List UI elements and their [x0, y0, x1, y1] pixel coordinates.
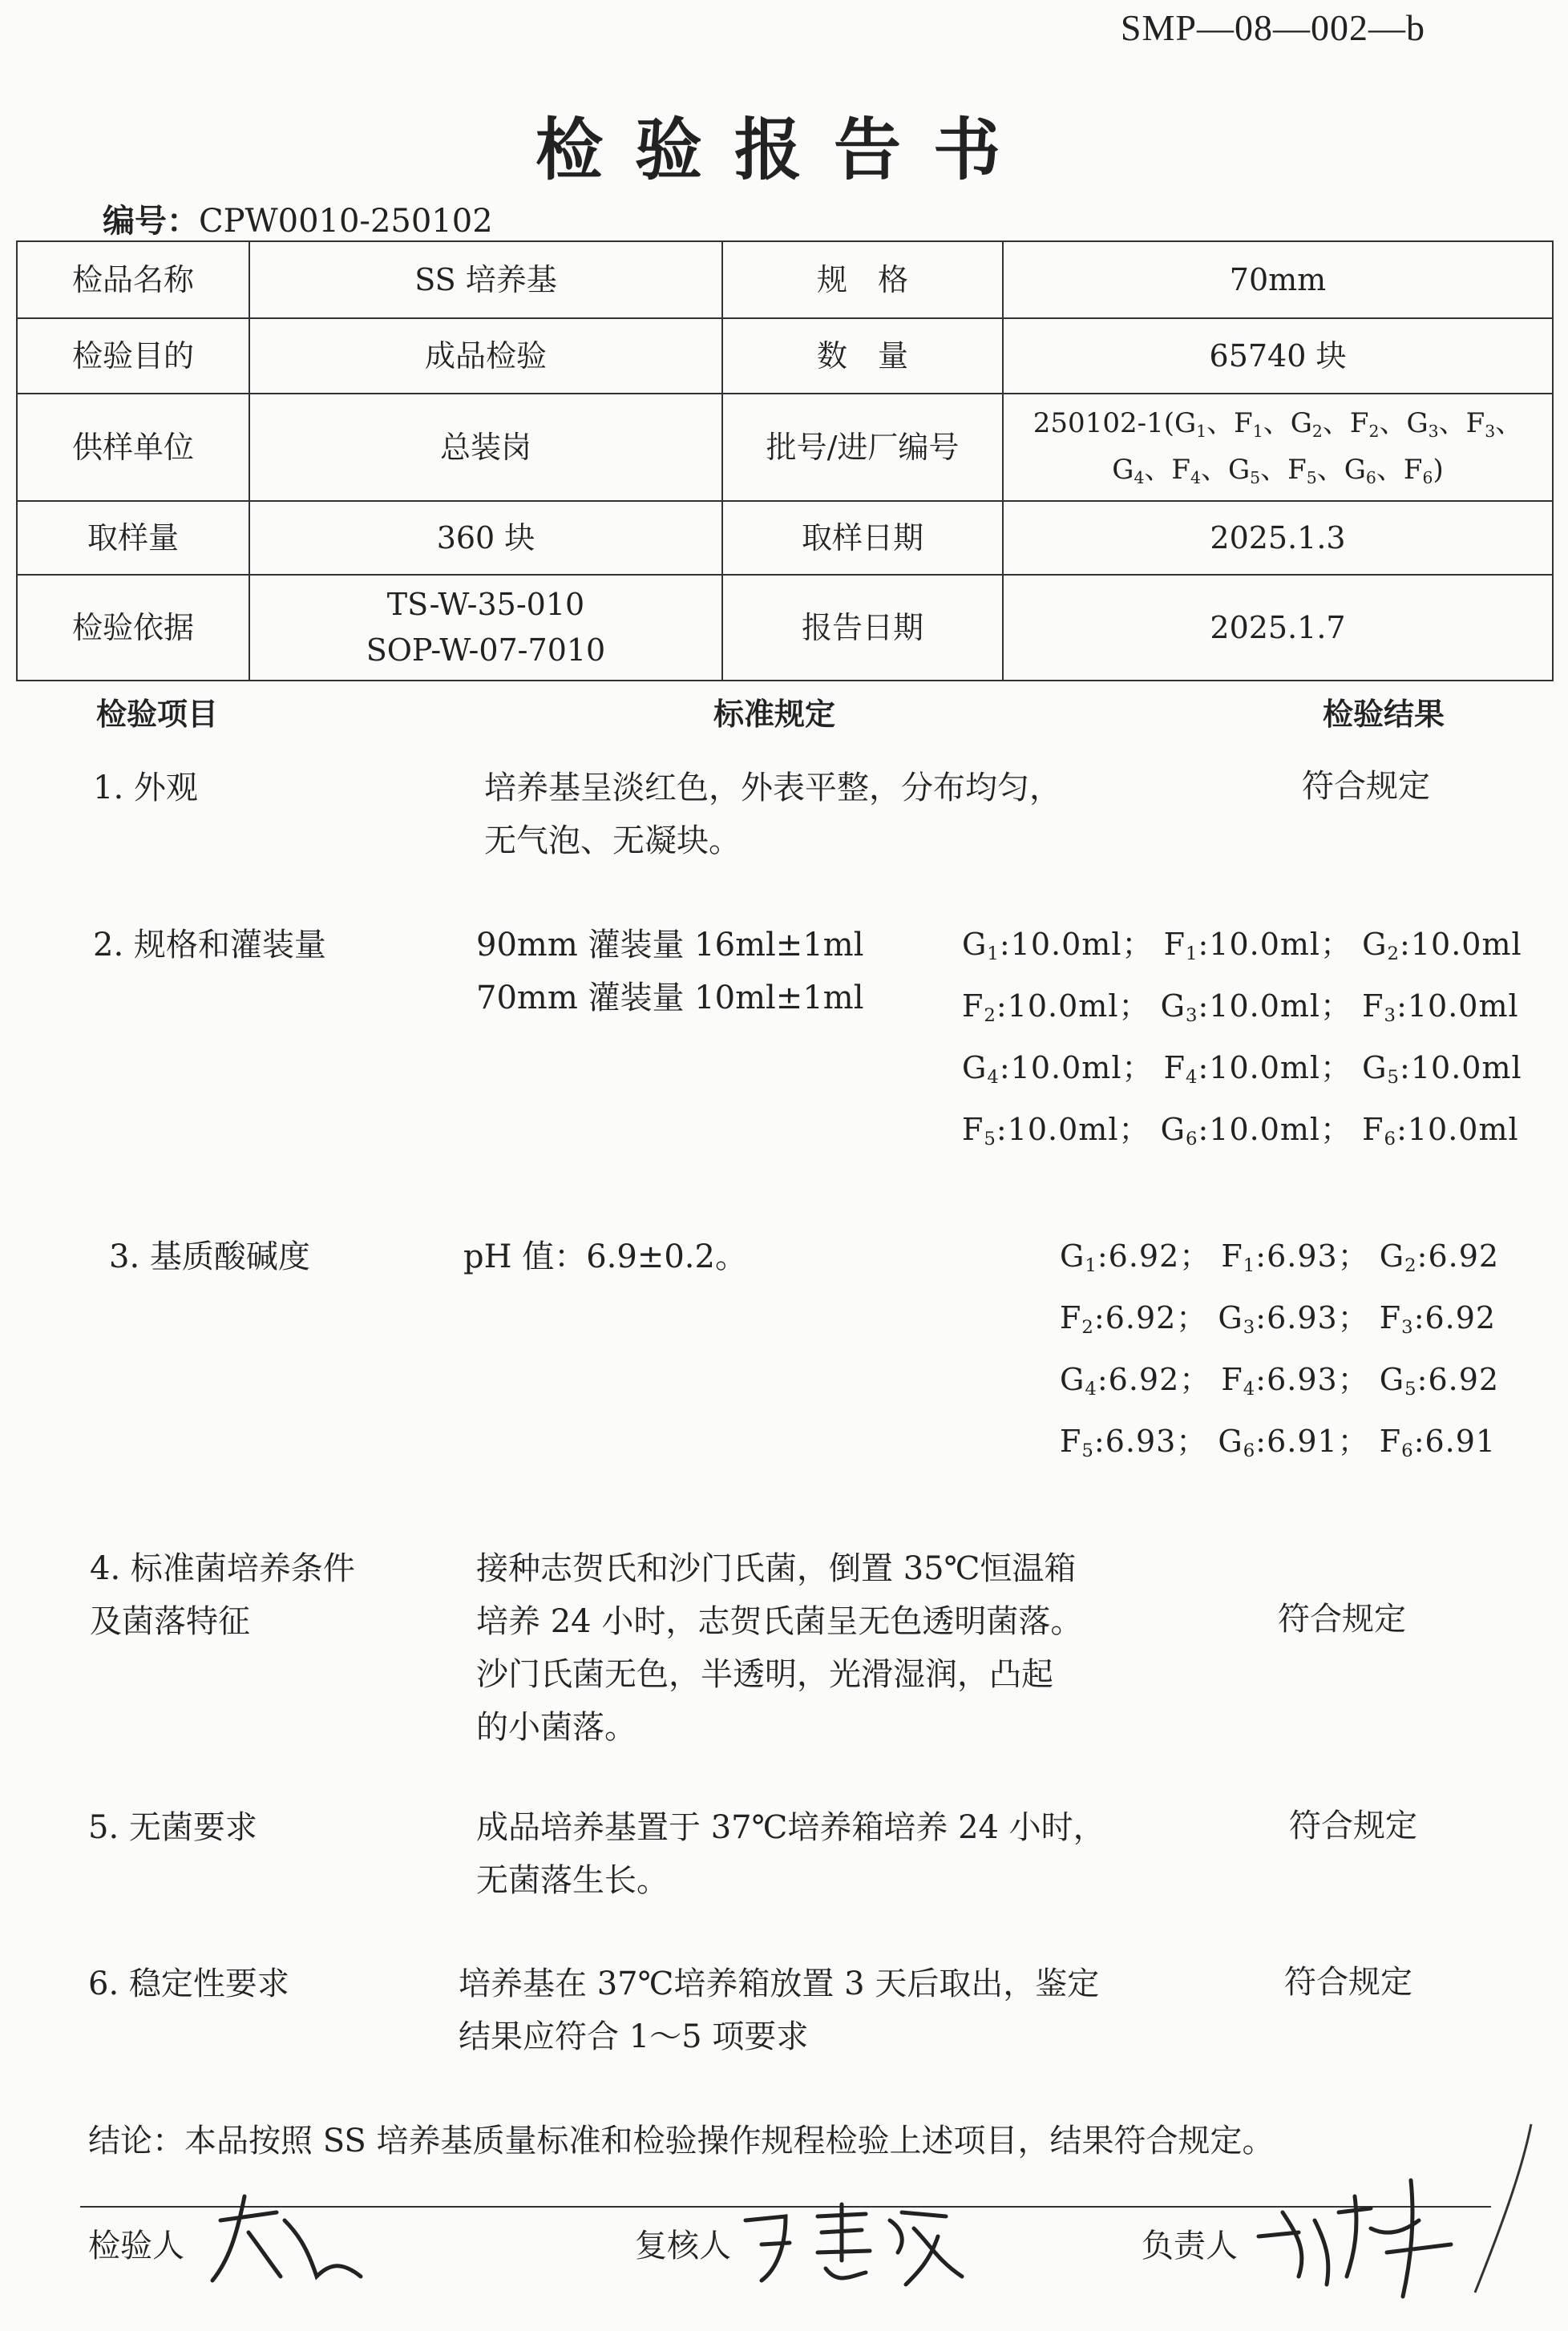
subscript: 5: [984, 1129, 996, 1149]
batch-label: 批号/进厂编号: [722, 394, 1003, 501]
spec-label: 规 格: [722, 241, 1003, 318]
result-value: $G_5:6.92$: [1379, 1362, 1500, 1400]
item-standard: [484, 762, 1061, 867]
result-value: $F_6:10.0ml$: [1362, 1112, 1519, 1149]
subscript: 1: [987, 943, 1000, 964]
batch-line: $G_4$、$F_4$、$G_5$、$F_5$、$G_6$、$F_6$): [1112, 454, 1444, 487]
result-row: [1060, 1230, 1499, 1292]
batch-code: $F_1$: [1234, 407, 1263, 442]
result-value: $G_3:6.93$；: [1218, 1300, 1369, 1338]
info-row: [17, 241, 1553, 318]
subscript: 5: [1306, 468, 1317, 487]
subscript: 3: [1384, 1005, 1397, 1026]
subscript: 5: [1250, 468, 1261, 487]
batch-code: $G_6$: [1344, 454, 1376, 487]
product-name-label: 检品名称: [17, 241, 249, 318]
subscript: 6: [1243, 1440, 1256, 1461]
supplier-label: 供样单位: [17, 394, 249, 501]
subscript: 1: [1196, 422, 1207, 442]
document-code: SMP—08—002—b: [1120, 7, 1425, 48]
batch-code: $F_6$: [1403, 454, 1433, 487]
item-result: 符合规定: [1284, 1964, 1412, 2001]
result-row: [1060, 1416, 1499, 1477]
item-result: 符合规定: [1302, 768, 1430, 805]
batch-code: $F_2$: [1349, 407, 1380, 442]
batch-code: $G_3$: [1406, 407, 1439, 442]
item-result-values: [1060, 1230, 1499, 1477]
purpose-value: 成品检验: [249, 318, 722, 394]
subscript: 4: [1085, 1379, 1097, 1400]
batch-value: [1003, 394, 1553, 501]
result-value: $G_5:10.0ml$: [1362, 1050, 1522, 1088]
result-row: [1060, 1292, 1499, 1354]
inspector-signature: [204, 2188, 365, 2293]
item-standard: [476, 1542, 1082, 1754]
subscript: 3: [1401, 1317, 1414, 1338]
item-standard: [476, 919, 864, 1024]
subscript: 4: [1185, 1067, 1198, 1088]
basis-line: SOP-W-07-7010: [366, 632, 606, 668]
standard-line: 培养 24 小时，志贺氏菌呈无色透明菌落。: [476, 1603, 1083, 1640]
spec-value: 70mm: [1003, 241, 1553, 318]
item-result: 符合规定: [1289, 1808, 1417, 1844]
standard-line: 的小菌落。: [476, 1709, 636, 1746]
subscript: 4: [1190, 468, 1201, 487]
item-standard: [476, 1801, 1105, 1907]
result-value: $F_4:10.0ml$；: [1163, 1050, 1352, 1088]
result-value: $F_5:6.93$；: [1060, 1424, 1208, 1461]
result-row: [962, 980, 1522, 1042]
reviewer-signature: [729, 2196, 970, 2293]
column-header-item: 检验项目: [96, 696, 219, 732]
subscript: 5: [1387, 1067, 1400, 1088]
purpose-label: 检验目的: [17, 318, 249, 394]
item-name: 5. 无菌要求: [88, 1809, 257, 1846]
result-value: $G_2:6.92$: [1379, 1238, 1500, 1276]
item-standard: [459, 1957, 1099, 2063]
sample-date-value: 2025.1.3: [1003, 501, 1553, 575]
result-value: $F_1:6.93$；: [1221, 1238, 1369, 1276]
result-row: [962, 919, 1522, 980]
result-row: [1060, 1354, 1499, 1416]
reviewer-label: 复核人: [635, 2228, 731, 2264]
batch-code: $G_5$: [1228, 454, 1261, 487]
serial-label: 编号：: [103, 202, 199, 240]
report-date-label: 报告日期: [722, 575, 1003, 681]
info-row: [17, 575, 1553, 681]
item-result: 符合规定: [1278, 1601, 1406, 1638]
result-value: $F_3:10.0ml$: [1362, 988, 1519, 1026]
column-header-result: 检验结果: [1323, 696, 1445, 732]
standard-line: 成品培养基置于 37℃培养箱培养 24 小时，: [476, 1809, 1105, 1846]
subscript: 6: [1384, 1129, 1397, 1149]
responsible-signature: [1251, 2164, 1459, 2301]
batch-code: $F_4$: [1171, 454, 1201, 487]
item-name-line: 4. 标准菌培养条件: [90, 1550, 355, 1587]
item-name: 3. 基质酸碱度: [109, 1238, 310, 1275]
page-title: 检验报告书: [535, 110, 1033, 189]
result-value: $F_6:6.91$: [1379, 1424, 1497, 1461]
result-value: $F_2:10.0ml$；: [962, 988, 1150, 1026]
item-name: [90, 1542, 355, 1648]
quantity-label: 数 量: [722, 318, 1003, 394]
item-result-values: [962, 919, 1522, 1166]
subscript: 4: [987, 1067, 1000, 1088]
basis-label: 检验依据: [17, 575, 249, 681]
standard-line: 无气泡、无凝块。: [484, 822, 741, 859]
result-value: $F_3:6.92$: [1379, 1300, 1497, 1338]
subscript: 1: [1252, 422, 1263, 442]
subscript: 2: [1387, 943, 1400, 964]
standard-line: 无菌落生长。: [476, 1862, 669, 1899]
result-value: $G_3:10.0ml$；: [1160, 988, 1352, 1026]
standard-line: 结果应符合 1～5 项要求: [459, 2018, 809, 2055]
result-row: [962, 1104, 1522, 1166]
subscript: 6: [1401, 1440, 1414, 1461]
result-value: $G_2:10.0ml$: [1362, 927, 1522, 964]
item-name: 6. 稳定性要求: [88, 1965, 289, 2002]
signature-flourish: [1459, 2116, 1547, 2301]
inspector-label: 检验人: [88, 2228, 184, 2264]
sample-amount-label: 取样量: [17, 501, 249, 575]
sample-date-label: 取样日期: [722, 501, 1003, 575]
subscript: 1: [1185, 943, 1198, 964]
subscript: 2: [1404, 1255, 1417, 1276]
item-name: 1. 外观: [93, 770, 198, 806]
batch-code: $G_4$: [1112, 454, 1145, 487]
batch-code: $G_2$: [1290, 407, 1323, 442]
result-value: $F_4:6.93$；: [1221, 1362, 1369, 1400]
serial-value: CPW0010-250102: [199, 203, 493, 240]
standard-line: 沙门氏菌无色，半透明，光滑湿润，凸起: [476, 1656, 1053, 1693]
subscript: 3: [1485, 422, 1496, 442]
subscript: 1: [1085, 1255, 1097, 1276]
sample-amount-value: 360 块: [249, 501, 722, 575]
info-row: [17, 394, 1553, 501]
result-value: $G_4:6.92$；: [1060, 1362, 1211, 1400]
product-name-value: SS 培养基: [249, 241, 722, 318]
basis-line: TS-W-35-010: [386, 587, 585, 622]
item-name-line: 及菌落特征: [90, 1603, 250, 1640]
batch-code: $F_5$: [1287, 454, 1317, 487]
standard-line: 70mm 灌装量 10ml±1ml: [476, 980, 864, 1016]
subscript: 2: [1311, 422, 1323, 442]
result-value: $G_6:10.0ml$；: [1160, 1112, 1352, 1149]
conclusion: 结论：本品按照 SS 培养基质量标准和检验操作规程检验上述项目，结果符合规定。: [88, 2123, 1275, 2159]
result-row: [962, 1042, 1522, 1104]
subscript: 5: [1081, 1440, 1094, 1461]
subscript: 6: [1422, 468, 1433, 487]
subscript: 6: [1365, 468, 1376, 487]
standard-line: 培养基呈淡红色，外表平整，分布均匀，: [484, 770, 1061, 806]
result-value: $G_1:6.92$；: [1060, 1238, 1211, 1276]
subscript: 2: [984, 1005, 996, 1026]
subscript: 2: [1081, 1317, 1094, 1338]
result-value: $F_5:10.0ml$；: [962, 1112, 1150, 1149]
standard-line: pH 值：6.9±0.2。: [463, 1238, 747, 1275]
quantity-value: 65740 块: [1003, 318, 1553, 394]
result-value: $F_2:6.92$；: [1060, 1300, 1208, 1338]
report-date-value: 2025.1.7: [1003, 575, 1553, 681]
result-value: $G_1:10.0ml$；: [962, 927, 1154, 964]
result-value: $G_6:6.91$；: [1218, 1424, 1369, 1461]
info-table: [16, 240, 1554, 681]
batch-code: $F_3$: [1465, 407, 1496, 442]
item-name: 2. 规格和灌装量: [93, 927, 326, 964]
item-standard: [463, 1230, 747, 1283]
subscript: 5: [1404, 1379, 1417, 1400]
basis-value: [249, 575, 722, 681]
serial-number: [103, 196, 493, 241]
subscript: 3: [1243, 1317, 1256, 1338]
info-row: [17, 501, 1553, 575]
standard-line: 培养基在 37℃培养箱放置 3 天后取出，鉴定: [459, 1965, 1100, 2002]
batch-code: $G_1$: [1174, 407, 1207, 442]
info-row: [17, 318, 1553, 394]
result-value: $G_4:10.0ml$；: [962, 1050, 1154, 1088]
subscript: 4: [1243, 1379, 1256, 1400]
standard-line: 90mm 灌装量 16ml±1ml: [476, 927, 864, 964]
supplier-value: 总装岗: [249, 394, 722, 501]
batch-line: $250102-1(G_1$、$F_1$、$G_2$、$F_2$、$G_3$、$F_3$、: [1033, 407, 1523, 442]
standard-line: 接种志贺氏和沙门氏菌，倒置 35℃恒温箱: [476, 1550, 1077, 1587]
column-header-standard: 标准规定: [713, 696, 836, 732]
subscript: 4: [1134, 468, 1145, 487]
subscript: 6: [1185, 1129, 1198, 1149]
subscript: 3: [1428, 422, 1439, 442]
subscript: 3: [1185, 1005, 1198, 1026]
subscript: 2: [1368, 422, 1380, 442]
result-value: $F_1:10.0ml$；: [1163, 927, 1352, 964]
subscript: 1: [1243, 1255, 1256, 1276]
batch-prefix: 250102-1(: [1033, 407, 1174, 440]
responsible-label: 负责人: [1142, 2228, 1238, 2264]
